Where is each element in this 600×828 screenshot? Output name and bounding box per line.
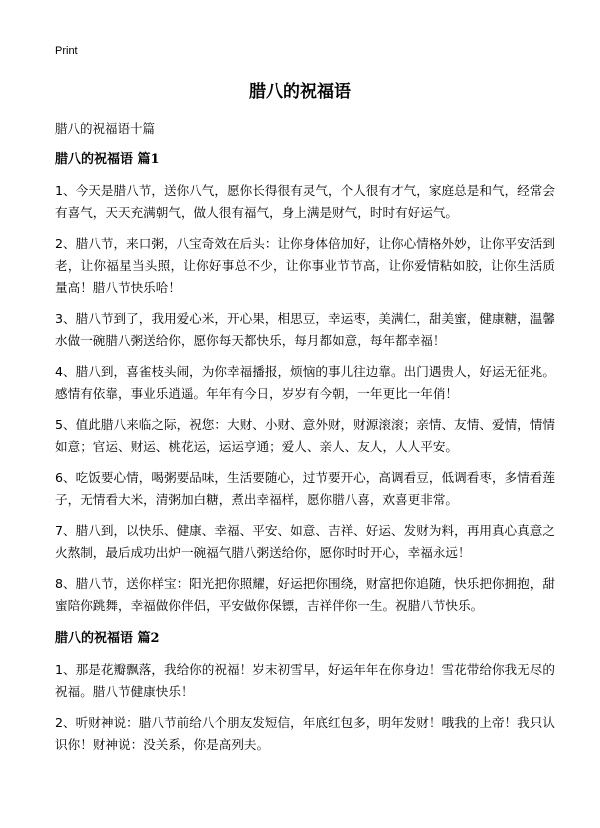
document-body <box>55 150 555 765</box>
paragraph: 1、今天是腊八节，送你八气，愿你长得很有灵气，个人很有才气，家庭总是和气，经常会有喜气，天天充满朝气，做人很有福气，身上满是财气，时时有好运气。 <box>55 183 555 220</box>
page-title: 腊八的祝福语 <box>249 82 351 102</box>
paragraph: 7、腊八到，以快乐、健康、幸福、平安、如意、吉祥、好运、发财为料，再用真心真意之火熬制，最后成功出炉一碗福气腊八粥送给你，愿你时时开心，幸福永远！ <box>55 523 555 560</box>
paragraph: 5、值此腊八来临之际，祝您：大财、小财、意外财，财源滚滚；亲情、友情、爱情，情情如意；官运、财运、桃花运，运运亨通；爱人、亲人、友人，人人平安。 <box>55 417 555 454</box>
section-heading: 腊八的祝福语 篇2 <box>55 631 160 646</box>
document-subtitle: 腊八的祝福语十篇 <box>55 121 156 136</box>
paragraph: 4、腊八到，喜雀枝头闹，为你幸福播报，烦恼的事儿往边靠。出门遇贵人，好运无征兆。感情有依靠，事业乐逍遥。年年有今日，岁岁有今朝，一年更比一年俏！ <box>55 364 555 401</box>
paragraph: 6、吃饭要心情，喝粥要品味，生活要随心，过节要开心，高调看豆，低调看枣，多情看莲子，无情看大米，清粥加白糖，煮出幸福样，愿你腊八喜，欢喜更非常。 <box>55 470 555 507</box>
section-2 <box>55 629 555 756</box>
section-heading: 腊八的祝福语 篇1 <box>55 152 160 167</box>
paragraph: 2、腊八节，来口粥，八宝奇效在后头：让你身体倍加好，让你心情格外妙，让你平安活到老，让你福星当头照，让你好事总不少，让你事业节节高，让你爱情粘如胶，让你生活质量高！腊八节快乐哈！ <box>55 236 555 295</box>
paragraph: 8、腊八节，送你样宝：阳光把你照耀，好运把你围绕，财富把你追随，快乐把你拥抱，甜蜜陪你跳舞，幸福做你伴侣，平安做你保镖，吉祥伴你一生。祝腊八节快乐。 <box>55 576 555 613</box>
paragraph: 1、那是花瓣飘落，我给你的祝福！岁末初雪早，好运年年在你身边！雪花带给你我无尽的祝福。腊八节健康快乐！ <box>55 662 555 699</box>
print-link[interactable]: Print <box>55 45 78 57</box>
paragraph: 3、腊八节到了，我用爱心米，开心果，相思豆，幸运枣，美满仁，甜美蜜，健康糖，温馨水做一碗腊八粥送给你，愿你每天都快乐，每月都如意，每年都幸福！ <box>55 311 555 348</box>
section-1 <box>55 150 555 617</box>
paragraph: 2、听财神说：腊八节前给八个朋友发短信，年底红包多，明年发财！哦我的上帝！我只认识你！财神说：没关系，你是高列夫。 <box>55 715 555 752</box>
